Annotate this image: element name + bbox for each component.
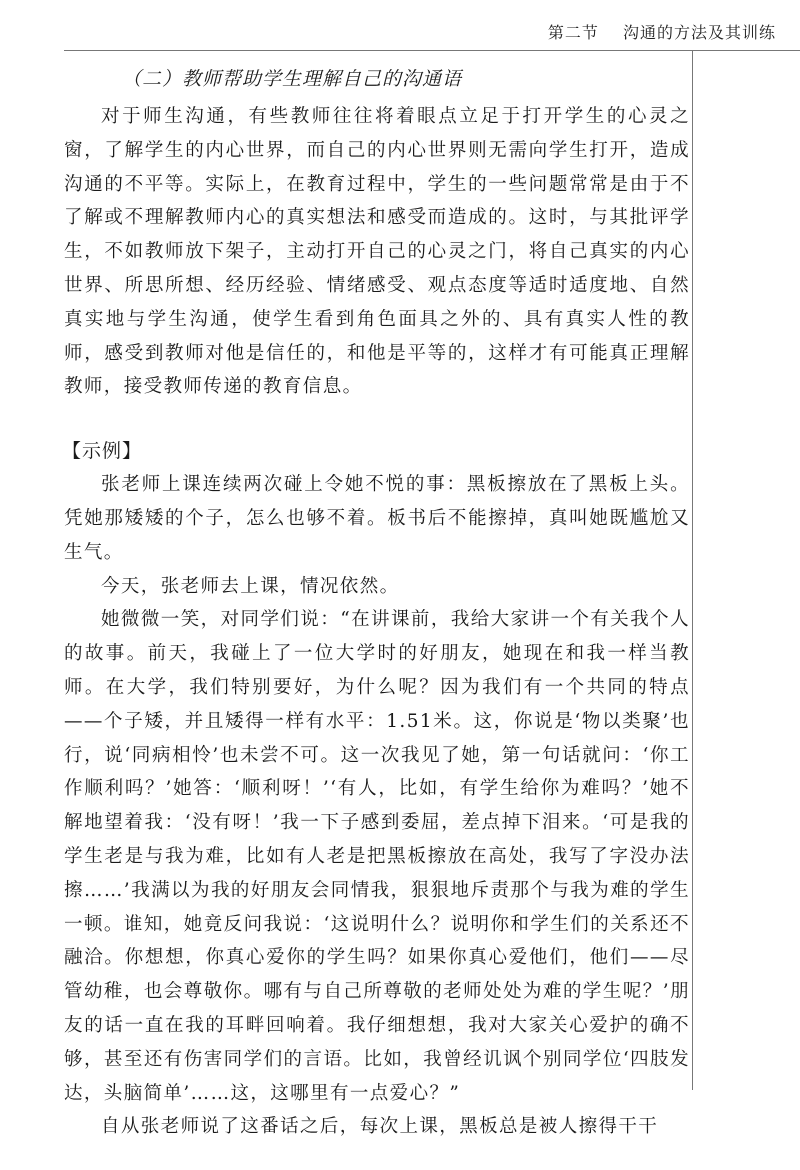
intro-paragraph: 对于师生沟通，有些教师往往将着眼点立足于打开学生的心灵之窗，了解学生的内心世界，而自己的内心世界则无需向学生打开，造成沟通的不平等。实际上，在教育过程中，学生的一些问题常常是由于不了解或不理解教师内心的真实想法和感受而造成的。这时，与其批评学生，不如教师放下架子，主动打开自己的心灵之门，将自己真实的内心世界、所思所想、经历经验、情绪感受、观点态度等适时适度地、自然真实地与学生沟通，使学生看到角色面具之外的、具有真实人性的教师，感受到教师对他是信任的，和他是平等的，这样才有可能真正理解教师，接受教师传递的教育信息。: [64, 106, 690, 398]
section-title: 沟通的方法及其训练: [622, 23, 776, 42]
example-paragraph-4: 自从张老师说了这番话之后，每次上课，黑板总是被人擦得干干: [101, 1116, 659, 1138]
margin-rule: [692, 50, 693, 1090]
example-paragraph-2: 今天，张老师去上课，情况依然。: [101, 575, 400, 597]
subsection-heading: （二）教师帮助学生理解自己的沟通语: [122, 68, 463, 90]
header-rule: [64, 50, 800, 51]
example-paragraph-3: 她微微一笑，对同学们说：“在讲课前，我给大家讲一个有关我个人的故事。前天，我碰上了一位大学时的好朋友，她现在和我一样当教师。在大学，我们特别要好，为什么呢？因为我们有一个共同的特点——个子矮，并且矮得一样有水平：1.51米。这，你说是‘物以类聚’也行，说‘同病相怜’也未尝不可。这一次我见了她，第一句话就问：‘你工作顺利吗？’她答：‘顺利呀！’‘有人，比如，有学生给你为难吗？’她不解地望着我：‘没有呀！’我一下子感到委屈，差点掉下泪来。‘可是我的学生老是与我为难，比如有人老是把黑板擦放在高处，我写了字没办法擦……’我满以为我的好朋友会同情我，狠狠地斥责那个与我为难的学生一顿。谁知，她竟反问我说：‘这说明什么？说明你和学生们的关系还不融洽。你想想，你真心爱你的学生吗？如果你真心爱他们，他们——尽管幼稚，也会尊敬你。哪有与自己所尊敬的老师处处为难的学生呢？’朋友的话一直在我的耳畔回响着。我仔细想想，我对大家关心爱护的确不够，甚至还有伤害同学们的言语。比如，我曾经讥讽个别同学位‘四肢发达，头脑简单’……这，这哪里有一点爱心？”: [64, 609, 690, 1104]
section-number: 第二节: [547, 23, 599, 42]
page-body: [64, 62, 690, 1144]
running-header: [548, 20, 776, 43]
example-paragraph-1: 张老师上课连续两次碰上令她不悦的事：黑板擦放在了黑板上头。凭她那矮矮的个子，怎么也够不着。板书后不能擦掉，真叫她既尴尬又生气。: [64, 474, 690, 563]
example-label: 【示例】: [62, 440, 143, 463]
